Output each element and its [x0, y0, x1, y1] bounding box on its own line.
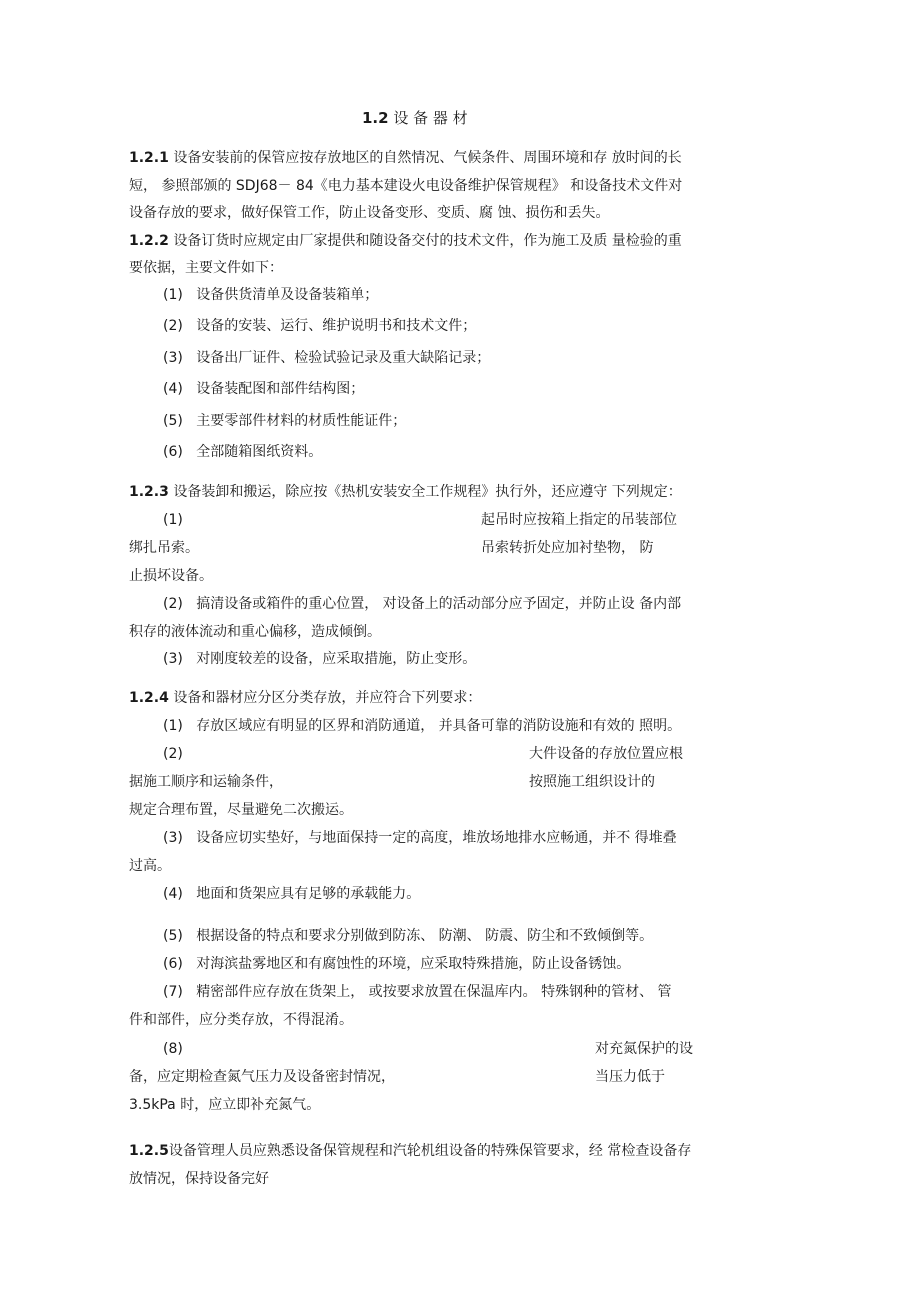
item-text: 大件设备的存放位置应根	[529, 746, 683, 762]
para-1-2-4-line-1	[129, 688, 481, 708]
item-text: 据施工顺序和运输条件，	[129, 774, 283, 790]
clause-number: 1.2.1	[129, 150, 169, 166]
list-item	[163, 649, 476, 669]
list-item	[163, 348, 490, 368]
clause-text: 设备安装前的保管应按存放地区的自然情况、气候条件、周围环境和存 放时间的长	[173, 150, 682, 166]
item-number: (6)	[163, 444, 183, 460]
item-number: (3)	[163, 350, 183, 366]
list-item	[163, 982, 672, 1002]
section-title-text: 设 备 器 材	[393, 109, 468, 127]
item-text: 根据设备的特点和要求分别做到防冻、 防潮、 防震、防尘和不致倾倒等。	[196, 928, 654, 944]
clause-text: 设备和器材应分区分类存放，并应符合下列要求：	[173, 690, 482, 706]
item-number: (5)	[163, 928, 183, 944]
item-text: 绑扎吊索。	[129, 540, 199, 556]
para-1-2-2-line-1	[129, 231, 682, 251]
item-number: (7)	[163, 984, 183, 1000]
item-text: 设备的安装、运行、维护说明书和技术文件；	[196, 318, 477, 334]
clause-text: 设备订货时应规定由厂家提供和随设备交付的技术文件，作为施工及质 量检验的重	[173, 233, 682, 249]
item-text: 吊索转折处应加衬垫物， 防	[481, 540, 654, 556]
para-1-2-3-line-1	[129, 482, 682, 502]
item-text: 当压力低于	[595, 1069, 665, 1085]
item-text: 对充氮保护的设	[595, 1041, 693, 1057]
item-number: (6)	[163, 956, 183, 972]
clause-number: 1.2.5	[129, 1143, 169, 1159]
list-item	[163, 411, 406, 431]
item-number: (2)	[163, 318, 183, 334]
item-text: 地面和货架应具有足够的承载能力。	[196, 886, 421, 902]
item-text: 设备出厂证件、检验试验记录及重大缺陷记录；	[196, 350, 491, 366]
item-text: 设备应切实垫好，与地面保持一定的高度，堆放场地排水应畅通，并不 得堆叠	[196, 830, 677, 846]
item-text: 对刚度较差的设备，应采取措施，防止变形。	[196, 651, 477, 667]
list-item	[163, 316, 476, 336]
clause-text: 设备装卸和搬运，除应按《热机安装安全工作规程》执行外，还应遵守 下列规定：	[173, 484, 682, 500]
para-1-2-1-line-3: 设备存放的要求，做好保管工作，防止设备变形、变质、腐 蚀、损伤和丢失。	[129, 205, 610, 221]
item-text: 设备供货清单及设备装箱单；	[196, 287, 379, 303]
item-number: (2)	[163, 596, 183, 612]
list-item	[163, 954, 630, 974]
item-text: 按照施工组织设计的	[529, 774, 655, 790]
item-number: (1)	[163, 287, 183, 303]
list-item	[163, 828, 677, 848]
para-1-2-1-line-1	[129, 148, 682, 168]
list-item	[163, 716, 681, 736]
item-number: (1)	[163, 718, 183, 734]
item-text: 止损坏设备。	[129, 568, 213, 584]
item-text: 起吊时应按箱上指定的吊装部位	[481, 512, 677, 528]
item-number: (3)	[163, 830, 183, 846]
item-text: 存放区域应有明显的区界和消防通道， 并具备可靠的消防设施和有效的 照明。	[196, 718, 682, 734]
para-1-2-2-line-2: 要依据，主要文件如下：	[129, 260, 283, 276]
item-number: (4)	[163, 886, 183, 902]
item-text: 过高。	[129, 858, 171, 874]
section-number: 1.2	[362, 109, 389, 127]
clause-number: 1.2.3	[129, 484, 169, 500]
item-text: 对海滨盐雾地区和有腐蚀性的环境，应采取特殊措施，防止设备锈蚀。	[196, 956, 631, 972]
para-1-2-1-line-2: 短， 参照部颁的 SDJ68－ 84《电力基本建设火电设备维护保管规程》 和设备技术文件对	[129, 178, 683, 194]
item-text: 件和部件，应分类存放，不得混淆。	[129, 1012, 353, 1028]
para-1-2-5-line-2: 放情况，保持设备完好	[129, 1171, 269, 1187]
item-number: (4)	[163, 381, 183, 397]
para-1-2-5-line-1	[129, 1141, 691, 1161]
item-text: 备，应定期检查氮气压力及设备密封情况，	[129, 1069, 395, 1085]
list-item	[163, 285, 378, 305]
item-text: 规定合理布置，尽量避免二次搬运。	[129, 802, 353, 818]
item-number: (3)	[163, 651, 183, 667]
item-text: 主要零部件材料的材质性能证件；	[196, 413, 407, 429]
item-text: 3.5kPa 时，应立即补充氮气。	[129, 1097, 321, 1113]
list-item	[163, 379, 364, 399]
item-text: 搞清设备或箱件的重心位置， 对设备上的活动部分应予固定，并防止设 备内部	[196, 596, 682, 612]
section-title	[362, 108, 468, 128]
list-item	[163, 594, 681, 614]
item-number: (5)	[163, 413, 183, 429]
clause-text: 设备管理人员应熟悉设备保管规程和汽轮机组设备的特殊保管要求，经 常检查设备存	[168, 1143, 692, 1159]
item-number: (8)	[163, 1041, 183, 1057]
item-number: (1)	[163, 512, 183, 528]
item-number: (2)	[163, 746, 183, 762]
item-text: 精密部件应存放在货架上， 或按要求放置在保温库内。 特殊钢种的管材、 管	[196, 984, 672, 1000]
clause-number: 1.2.2	[129, 233, 169, 249]
list-item	[163, 926, 653, 946]
item-text: 积存的液体流动和重心偏移，造成倾倒。	[129, 624, 381, 640]
item-text: 全部随箱图纸资料。	[196, 444, 323, 460]
item-text: 设备装配图和部件结构图；	[196, 381, 365, 397]
list-item	[163, 884, 420, 904]
clause-number: 1.2.4	[129, 690, 169, 706]
list-item	[163, 442, 322, 462]
